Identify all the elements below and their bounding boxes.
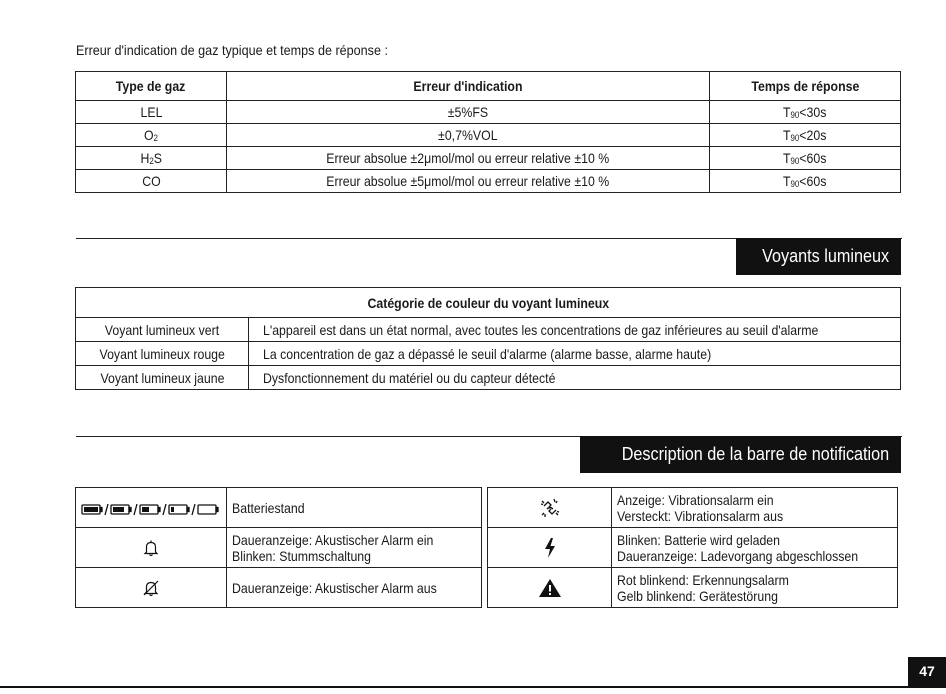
lights-table [75, 287, 901, 390]
notif-desc: Blinken: Batterie wird geladen Daueranzeige: Ladevorgang abgeschlossen [612, 528, 898, 568]
time-cell: $T_{90}<30s$ [710, 101, 901, 124]
bell-icon [76, 528, 227, 568]
table-row [76, 568, 482, 608]
battery-levels-icon [76, 488, 227, 528]
gas-table [75, 71, 901, 193]
lights-section-title: Voyants lumineux [736, 238, 901, 275]
time-cell: $T_{90}<60s$ [710, 147, 901, 170]
lightning-icon [488, 528, 612, 568]
notif-desc: Daueranzeige: Akustischer Alarm aus [227, 568, 482, 608]
header-response-time: Temps de réponse [710, 72, 901, 101]
bell-muted-icon [76, 568, 227, 608]
lights-table-header [76, 288, 901, 318]
light-desc: L'appareil est dans un état normal, avec toutes les concentrations de gaz inférieures au seuil d'alarme [248, 318, 900, 342]
table-row [76, 366, 901, 390]
table-row [76, 124, 901, 147]
light-label: Voyant lumineux vert [76, 318, 249, 342]
table-row [488, 528, 898, 568]
bottom-rule [0, 686, 946, 688]
page-number: 47 [908, 657, 946, 686]
table-row [488, 488, 898, 528]
notif-section-title: Description de la barre de notification [580, 436, 901, 473]
table-row [488, 568, 898, 608]
notif-desc: Daueranzeige: Akustischer Alarm ein Blinken: Stummschaltung [227, 528, 482, 568]
header-error: Erreur d'indication [227, 72, 710, 101]
gas-cell: CO [76, 170, 227, 193]
notif-desc: Batteriestand [227, 488, 482, 528]
error-cell: ±5%FS [227, 101, 710, 124]
notif-table-left [75, 487, 482, 608]
light-desc: Dysfonctionnement du matériel ou du capteur détecté [248, 366, 900, 390]
header-gas-type: Type de gaz [76, 72, 227, 101]
notif-desc: Anzeige: Vibrationsalarm ein Versteckt: Vibrationsalarm aus [612, 488, 898, 528]
lights-header: Catégorie de couleur du voyant lumineux [76, 288, 901, 318]
intro-text: Erreur d'indication de gaz typique et temps de réponse : [76, 42, 389, 58]
time-cell: $T_{90}<60s$ [710, 170, 901, 193]
table-row [76, 342, 901, 366]
table-row [76, 147, 901, 170]
light-label: Voyant lumineux jaune [76, 366, 249, 390]
gas-cell: $H_2S$ [76, 147, 227, 170]
error-cell: Erreur absolue ±2μmol/mol ou erreur relative ±10 % [227, 147, 710, 170]
error-cell: Erreur absolue ±5μmol/mol ou erreur relative ±10 % [227, 170, 710, 193]
gas-table-header [76, 72, 901, 101]
vibration-icon [488, 488, 612, 528]
time-cell: $T_{90}<20s$ [710, 124, 901, 147]
light-desc: La concentration de gaz a dépassé le seuil d'alarme (alarme basse, alarme haute) [248, 342, 900, 366]
table-row [76, 101, 901, 124]
notif-table-right [487, 487, 898, 608]
table-row [76, 528, 482, 568]
table-row [76, 318, 901, 342]
gas-cell: LEL [76, 101, 227, 124]
light-label: Voyant lumineux rouge [76, 342, 249, 366]
table-row [76, 488, 482, 528]
warning-icon [488, 568, 612, 608]
gas-cell: $O_2$ [76, 124, 227, 147]
table-row [76, 170, 901, 193]
notif-desc: Rot blinkend: Erkennungsalarm Gelb blinkend: Gerätestörung [612, 568, 898, 608]
error-cell: ±0,7%VOL [227, 124, 710, 147]
